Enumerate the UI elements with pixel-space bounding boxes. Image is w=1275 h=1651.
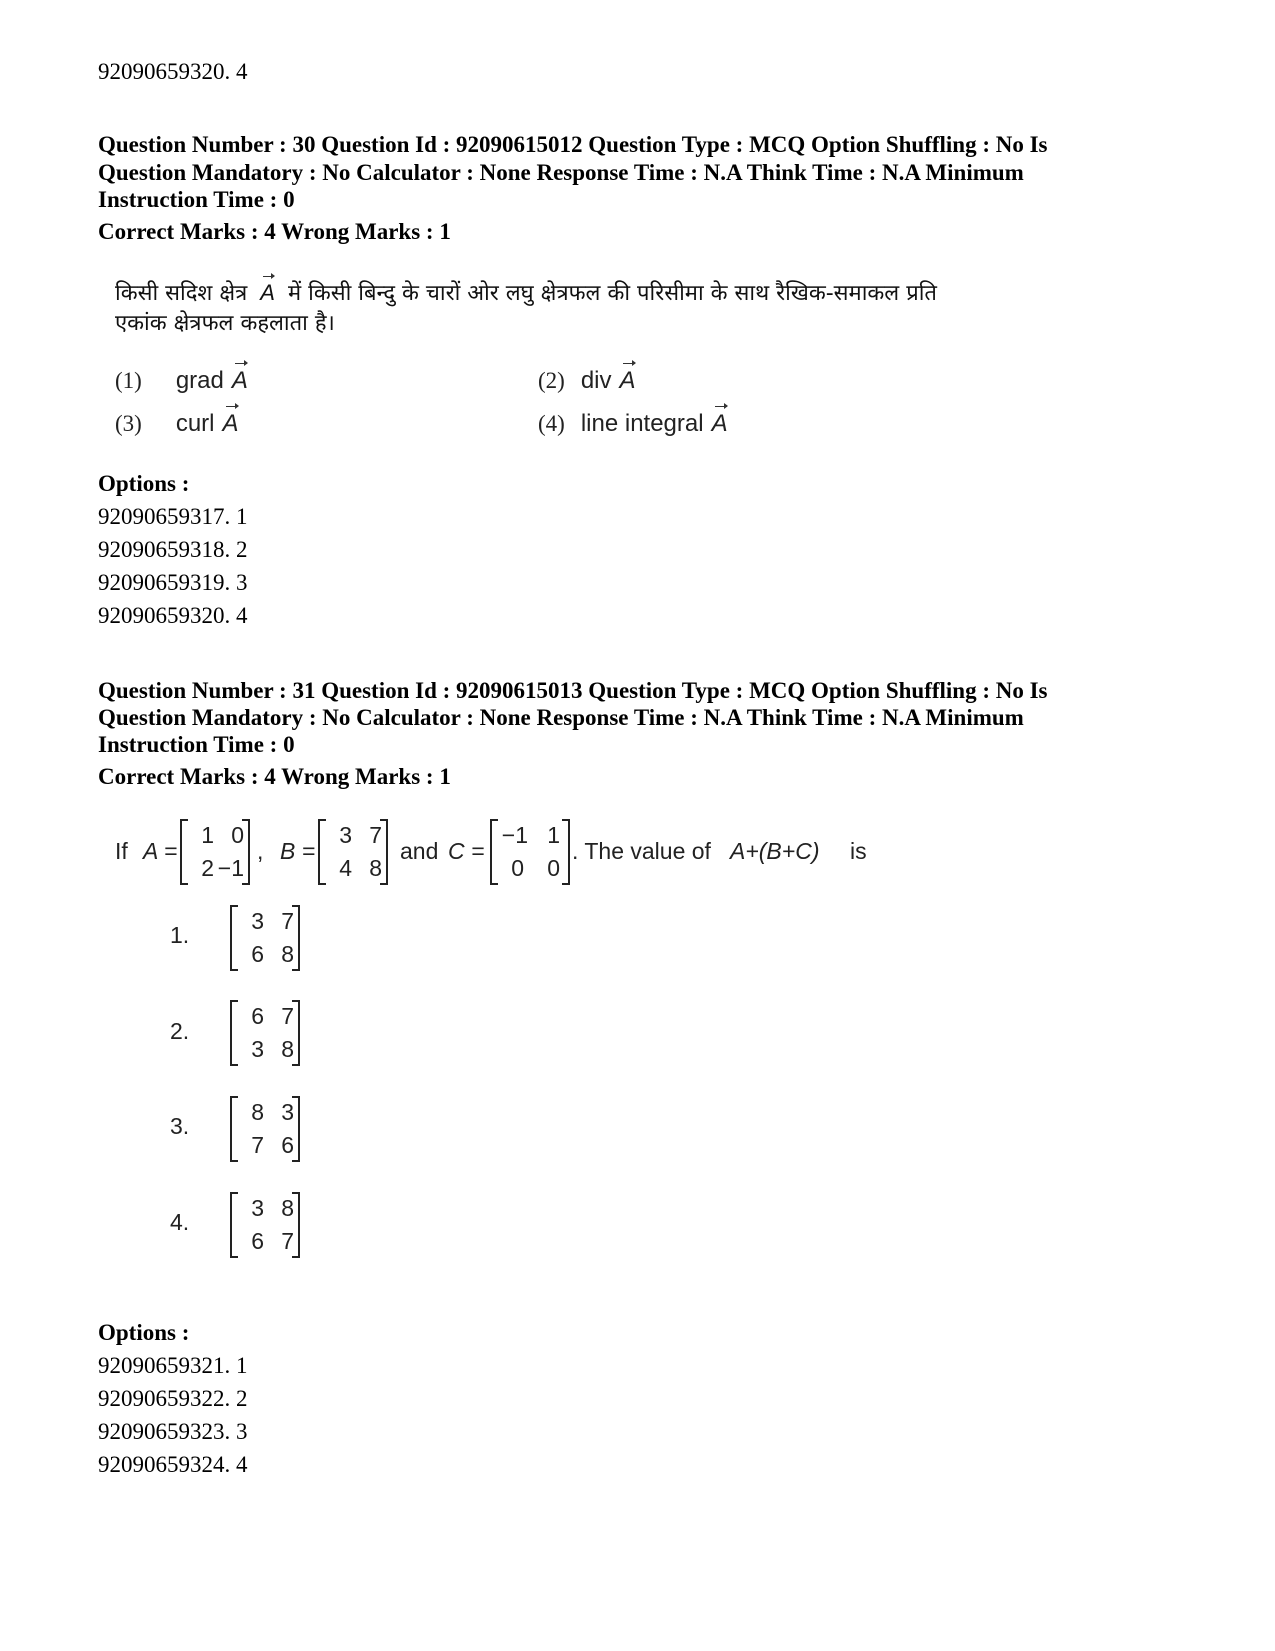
matrix-cell: 3 bbox=[281, 1099, 294, 1125]
q30-option-line: 92090659319. 3 bbox=[98, 570, 248, 595]
q30-choice-3 bbox=[115, 410, 239, 438]
q30-question-text bbox=[115, 277, 937, 307]
stem-and: and bbox=[400, 838, 439, 864]
matrix-cell: 7 bbox=[369, 822, 382, 848]
q30-marks: Correct Marks : 4 Wrong Marks : 1 bbox=[98, 219, 451, 244]
q30-options-label: Options : bbox=[98, 471, 190, 496]
matrix-cell: 3 bbox=[251, 1036, 264, 1062]
matrix-cell: −1 bbox=[501, 822, 528, 848]
q30-question-text-line2: एकांक क्षेत्रफल कहलाता है। bbox=[115, 311, 335, 336]
choice-number: 3. bbox=[170, 1113, 190, 1139]
choice-text: div bbox=[580, 367, 612, 394]
q30-option-line: 92090659318. 2 bbox=[98, 537, 248, 562]
matrix-cell: 8 bbox=[281, 1195, 294, 1221]
matrix-a bbox=[180, 819, 250, 885]
choice-matrix bbox=[230, 1192, 300, 1258]
stem-a-label: A = bbox=[143, 838, 178, 864]
q31-marks: Correct Marks : 4 Wrong Marks : 1 bbox=[98, 764, 451, 789]
matrix-cell: 2 bbox=[201, 855, 214, 881]
choice-number: 2. bbox=[170, 1018, 190, 1044]
choice-vector: A bbox=[619, 367, 636, 394]
choice-number: (4) bbox=[538, 411, 565, 436]
q31-option-line: 92090659321. 1 bbox=[98, 1353, 248, 1378]
matrix-cell: 6 bbox=[281, 1132, 294, 1158]
q30-text-part1: किसी सदिश क्षेत्र bbox=[115, 281, 248, 306]
matrix-cell: −1 bbox=[217, 855, 244, 881]
matrix-cell: 7 bbox=[281, 1003, 294, 1029]
choice-number: 4. bbox=[170, 1209, 190, 1235]
q31-header-line3: Instruction Time : 0 bbox=[98, 732, 295, 757]
choice-number: (2) bbox=[538, 368, 565, 393]
stem-c-label: C = bbox=[448, 838, 485, 864]
stem-b-label: B = bbox=[280, 838, 316, 864]
stem-expression: A+(B+C) bbox=[730, 838, 820, 864]
choice-text: curl bbox=[175, 410, 215, 437]
stem-if: If bbox=[115, 838, 128, 864]
matrix-cell: 3 bbox=[251, 908, 264, 934]
stem-tail: . The value of bbox=[572, 838, 711, 864]
matrix-cell: 4 bbox=[339, 855, 352, 881]
q30-option-line: 92090659317. 1 bbox=[98, 504, 248, 529]
matrix-cell: 8 bbox=[281, 1036, 294, 1062]
stem-is: is bbox=[850, 838, 867, 864]
choice-number: 1. bbox=[170, 922, 190, 948]
matrix-cell: 8 bbox=[281, 941, 294, 967]
matrix-cell: 0 bbox=[511, 855, 524, 881]
matrix-cell: 7 bbox=[281, 1228, 294, 1254]
q31-option-line: 92090659323. 3 bbox=[98, 1419, 248, 1444]
choice-text: grad bbox=[175, 367, 224, 394]
matrix-cell: 0 bbox=[231, 822, 244, 848]
q30-choice-1 bbox=[115, 367, 248, 395]
choice-vector: A bbox=[231, 367, 248, 394]
q31-option-line: 92090659322. 2 bbox=[98, 1386, 248, 1411]
q31-header-line1: Question Number : 31 Question Id : 92090615013 Question Type : MCQ Option Shuffling : No Is bbox=[98, 678, 1048, 703]
matrix-cell: 3 bbox=[339, 822, 352, 848]
matrix-cell: 1 bbox=[201, 822, 214, 848]
choice-matrix bbox=[230, 905, 300, 971]
matrix-cell: 1 bbox=[547, 822, 560, 848]
q31-option-line: 92090659324. 4 bbox=[98, 1452, 248, 1477]
matrix-cell: 8 bbox=[369, 855, 382, 881]
choice-number: (3) bbox=[115, 411, 142, 436]
q30-header-line3: Instruction Time : 0 bbox=[98, 187, 295, 212]
q30-option-line: 92090659320. 4 bbox=[98, 603, 248, 628]
matrix-c bbox=[490, 819, 570, 885]
choice-vector: A bbox=[711, 410, 728, 437]
previous-option-line: 92090659320. 4 bbox=[98, 59, 248, 84]
choice-matrix bbox=[230, 1096, 300, 1162]
matrix-cell: 7 bbox=[251, 1132, 264, 1158]
matrix-cell: 6 bbox=[251, 1003, 264, 1029]
stem-comma: , bbox=[257, 838, 264, 864]
q31-options-label: Options : bbox=[98, 1320, 190, 1345]
choice-number: (1) bbox=[115, 368, 142, 393]
matrix-cell: 6 bbox=[251, 941, 264, 967]
matrix-cell: 3 bbox=[251, 1195, 264, 1221]
q31-header-line2: Question Mandatory : No Calculator : None Response Time : N.A Think Time : N.A Minimum bbox=[98, 705, 1024, 730]
q30-vector-a: A bbox=[260, 280, 275, 305]
q30-text-part2: में किसी बिन्दु के चारों ओर लघु क्षेत्रफल की परिसीमा के साथ रैखिक-समाकल प्रति bbox=[287, 281, 937, 306]
matrix-cell: 0 bbox=[547, 855, 560, 881]
choice-matrix bbox=[230, 1000, 300, 1066]
q30-header-line1: Question Number : 30 Question Id : 92090615012 Question Type : MCQ Option Shuffling : No Is bbox=[98, 132, 1048, 157]
q30-choice-2 bbox=[538, 367, 636, 395]
matrix-cell: 8 bbox=[251, 1099, 264, 1125]
q30-choice-4 bbox=[538, 410, 728, 438]
choice-text: line integral bbox=[580, 410, 704, 437]
choice-vector: A bbox=[222, 410, 239, 437]
matrix-cell: 6 bbox=[251, 1228, 264, 1254]
matrix-b bbox=[318, 819, 388, 885]
q30-header-line2: Question Mandatory : No Calculator : None Response Time : N.A Think Time : N.A Minimum bbox=[98, 160, 1024, 185]
matrix-cell: 7 bbox=[281, 908, 294, 934]
